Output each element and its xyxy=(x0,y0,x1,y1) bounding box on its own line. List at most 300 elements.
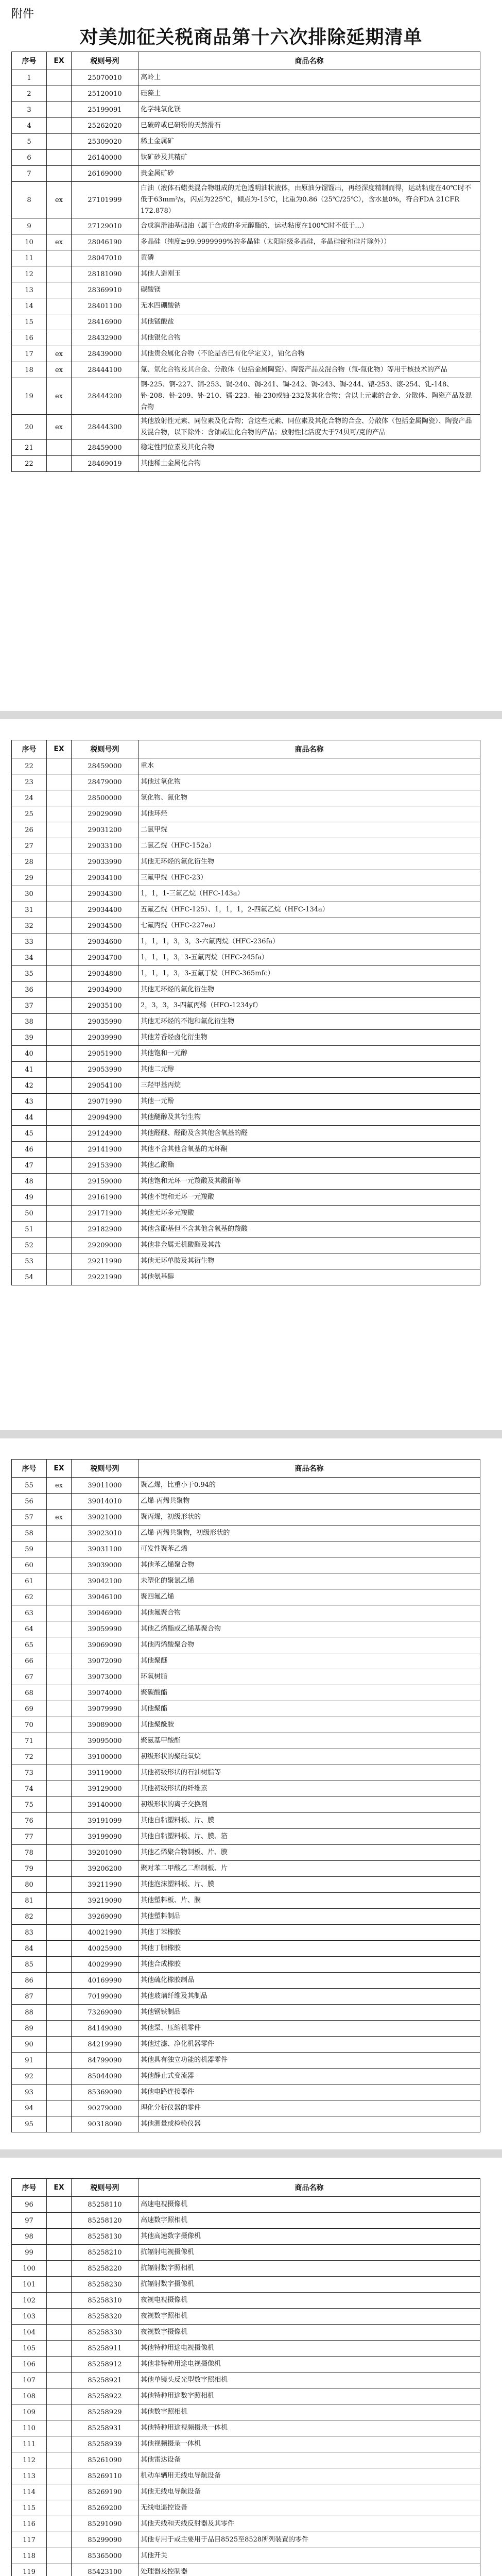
table-header-3 xyxy=(12,1460,480,1478)
document-title: 对美加征关税商品第十六次排除延期清单 xyxy=(79,27,423,48)
table-row xyxy=(12,1829,480,1845)
row-tariff-code: 25120010 xyxy=(72,86,139,102)
row-tariff-code: 39119000 xyxy=(72,1765,139,1781)
header-code: 税则号列 xyxy=(72,740,139,758)
row-product-name: 其他开关 xyxy=(139,2548,480,2564)
row-ex-flag xyxy=(47,1861,72,1877)
row-ex-flag xyxy=(47,1094,72,1110)
row-tariff-code: 39201090 xyxy=(72,1845,139,1861)
row-tariff-code: 28046190 xyxy=(72,234,139,250)
row-product-name: 其他视频摄录一体机 xyxy=(139,2436,480,2452)
row-product-name: 乙烯-丙烯共聚物，初级形状的 xyxy=(139,1526,480,1541)
row-ex-flag xyxy=(47,1142,72,1158)
row-number: 1 xyxy=(12,70,47,86)
row-number: 110 xyxy=(12,2420,47,2436)
table-row xyxy=(12,1494,480,1510)
row-tariff-code: 27101999 xyxy=(72,182,139,218)
row-ex-flag xyxy=(47,2548,72,2564)
page-gap xyxy=(0,2149,502,2158)
row-tariff-code: 85258110 xyxy=(72,2197,139,2213)
table-row xyxy=(12,1637,480,1653)
table-row xyxy=(12,1925,480,1941)
table-row xyxy=(12,1158,480,1174)
row-tariff-code: 28500000 xyxy=(72,790,139,806)
row-number: 22 xyxy=(12,758,47,774)
row-number: 41 xyxy=(12,1062,47,1078)
row-ex-flag xyxy=(47,2309,72,2325)
row-product-name: 五氟乙烷（HFC-125）、1，1，1，2-四氟乙烷（HFC-134a） xyxy=(139,902,480,918)
row-tariff-code: 85258912 xyxy=(72,2357,139,2372)
row-tariff-code: 39021000 xyxy=(72,1510,139,1526)
row-number: 79 xyxy=(12,1861,47,1877)
row-product-name: 其他放射性元素、同位素及化合物；含这些元素、同位素及其化合物的合金、分散体（包括金属陶瓷）、陶瓷产品及混合物，以下除外：含铀或钍化合物的产品；放射性比活度大于74贝可/克的产品 xyxy=(139,415,480,440)
row-product-name: 三氟甲烷（HFC-23） xyxy=(139,870,480,886)
row-product-name: 合成润滑油基础油（属于合成的多元醇酯的，运动粘度在100℃时不低于...） xyxy=(139,218,480,234)
table-row xyxy=(12,182,480,218)
table-body-2 xyxy=(12,758,480,1285)
row-product-name: 其他自粘塑料板、片、膜、箔 xyxy=(139,1829,480,1845)
table-row xyxy=(12,790,480,806)
row-product-name: 黄磷 xyxy=(139,250,480,266)
row-ex-flag: ex xyxy=(47,362,72,378)
row-number: 25 xyxy=(12,806,47,822)
row-tariff-code: 29035990 xyxy=(72,1014,139,1030)
row-tariff-code: 29033990 xyxy=(72,854,139,870)
row-ex-flag xyxy=(47,1573,72,1589)
row-number: 58 xyxy=(12,1526,47,1541)
row-number: 65 xyxy=(12,1637,47,1653)
header-ex: EX xyxy=(47,740,72,758)
row-tariff-code: 29029090 xyxy=(72,806,139,822)
row-number: 99 xyxy=(12,2245,47,2261)
row-ex-flag xyxy=(47,1078,72,1094)
row-product-name: 其他环烃 xyxy=(139,806,480,822)
table-row xyxy=(12,1797,480,1813)
row-tariff-code: 39011000 xyxy=(72,1478,139,1494)
row-tariff-code: 29221990 xyxy=(72,1269,139,1285)
row-number: 94 xyxy=(12,2100,47,2116)
row-tariff-code: 85369090 xyxy=(72,2084,139,2100)
table-row xyxy=(12,1478,480,1494)
table-row xyxy=(12,1142,480,1158)
table-row xyxy=(12,1030,480,1046)
row-product-name: 1，1，1，3，3-五氟丁烷（HFC-365mfc） xyxy=(139,966,480,982)
table-row xyxy=(12,2548,480,2564)
row-tariff-code: 39031100 xyxy=(72,1541,139,1557)
table-row xyxy=(12,1781,480,1797)
table-row xyxy=(12,1589,480,1605)
row-number: 51 xyxy=(12,1222,47,1238)
row-tariff-code: 28181090 xyxy=(72,266,139,282)
row-product-name: 其他人造刚玉 xyxy=(139,266,480,282)
row-tariff-code: 85299090 xyxy=(72,2532,139,2548)
row-product-name: 其他无环烃的氟化衍生物 xyxy=(139,982,480,998)
row-tariff-code: 85258929 xyxy=(72,2404,139,2420)
row-number: 17 xyxy=(12,346,47,362)
row-ex-flag xyxy=(47,2484,72,2500)
row-tariff-code: 39089000 xyxy=(72,1717,139,1733)
row-tariff-code: 29054100 xyxy=(72,1078,139,1094)
row-ex-flag xyxy=(47,314,72,330)
row-tariff-code: 29034600 xyxy=(72,934,139,950)
row-tariff-code: 39074000 xyxy=(72,1685,139,1701)
row-tariff-code: 29159000 xyxy=(72,1174,139,1190)
row-tariff-code: 90279000 xyxy=(72,2100,139,2116)
row-number: 33 xyxy=(12,934,47,950)
table-row xyxy=(12,1957,480,1973)
row-ex-flag xyxy=(47,2277,72,2293)
row-tariff-code: 40025900 xyxy=(72,1941,139,1957)
row-tariff-code: 70199090 xyxy=(72,1989,139,2005)
row-product-name: 多晶硅（纯度≥99.9999999%的多晶硅（太阳能级多晶硅，多晶硅锭和硅片除外）） xyxy=(139,234,480,250)
row-number: 101 xyxy=(12,2277,47,2293)
row-product-name: 机动车辆用无线电导航设备 xyxy=(139,2468,480,2484)
row-tariff-code: 39072090 xyxy=(72,1653,139,1669)
row-tariff-code: 29034400 xyxy=(72,902,139,918)
table-row xyxy=(12,218,480,234)
row-number: 53 xyxy=(12,1253,47,1269)
row-number: 35 xyxy=(12,966,47,982)
row-number: 19 xyxy=(12,378,47,415)
row-product-name: 其他醚醇及其衍生物 xyxy=(139,1110,480,1126)
row-tariff-code: 85258330 xyxy=(72,2325,139,2341)
row-product-name: 贵金属矿砂 xyxy=(139,166,480,182)
row-ex-flag xyxy=(47,1046,72,1062)
page-2 xyxy=(0,719,502,1430)
row-product-name: 其他泵、压缩机零件 xyxy=(139,2021,480,2037)
row-tariff-code: 29034100 xyxy=(72,870,139,886)
table-body-4 xyxy=(12,2197,480,2576)
row-product-name: 其他醛醚、醛酚及含其他含氧基的醛 xyxy=(139,1126,480,1142)
row-product-name: 其他稀土金属化合物 xyxy=(139,456,480,472)
row-ex-flag xyxy=(47,2021,72,2037)
row-ex-flag xyxy=(47,1062,72,1078)
table-row xyxy=(12,2452,480,2468)
row-ex-flag xyxy=(47,998,72,1014)
row-number: 30 xyxy=(12,886,47,902)
table-row xyxy=(12,1573,480,1589)
row-tariff-code: 29034300 xyxy=(72,886,139,902)
row-ex-flag xyxy=(47,1637,72,1653)
row-tariff-code: 39014010 xyxy=(72,1494,139,1510)
row-tariff-code: 28401100 xyxy=(72,298,139,314)
row-ex-flag xyxy=(47,2468,72,2484)
table-row xyxy=(12,1685,480,1701)
row-product-name: 其他不饱和无环一元羧酸 xyxy=(139,1190,480,1206)
row-tariff-code: 39219090 xyxy=(72,1893,139,1909)
row-ex-flag xyxy=(47,1494,72,1510)
row-product-name: 其他聚酰胺 xyxy=(139,1717,480,1733)
row-tariff-code: 84149090 xyxy=(72,2021,139,2037)
row-number: 84 xyxy=(12,1941,47,1957)
row-ex-flag xyxy=(47,2213,72,2229)
table-row xyxy=(12,2357,480,2372)
table-row xyxy=(12,918,480,934)
row-number: 66 xyxy=(12,1653,47,1669)
row-ex-flag xyxy=(47,1941,72,1957)
table-body-1 xyxy=(12,70,480,472)
row-product-name: 其他贵金属化合物（不论是否已有化学定义），铂化合物 xyxy=(139,346,480,362)
row-number: 9 xyxy=(12,218,47,234)
table-row xyxy=(12,2325,480,2341)
row-number: 108 xyxy=(12,2388,47,2404)
row-number: 45 xyxy=(12,1126,47,1142)
row-tariff-code: 85258939 xyxy=(72,2436,139,2452)
row-tariff-code: 29161900 xyxy=(72,1190,139,1206)
row-ex-flag xyxy=(47,1206,72,1222)
row-number: 57 xyxy=(12,1510,47,1526)
table-row xyxy=(12,1653,480,1669)
row-tariff-code: 85258921 xyxy=(72,2372,139,2388)
row-product-name: 其他合成橡胶 xyxy=(139,1957,480,1973)
row-number: 119 xyxy=(12,2564,47,2576)
row-product-name: 聚丙烯，初级形状的 xyxy=(139,1510,480,1526)
row-number: 48 xyxy=(12,1174,47,1190)
row-number: 113 xyxy=(12,2468,47,2484)
row-tariff-code: 39046900 xyxy=(72,1605,139,1621)
row-number: 8 xyxy=(12,182,47,218)
row-product-name: 其他泡沫塑料板、片、膜 xyxy=(139,1877,480,1893)
row-number: 116 xyxy=(12,2516,47,2532)
table-row xyxy=(12,1861,480,1877)
row-number: 39 xyxy=(12,1030,47,1046)
row-tariff-code: 85258130 xyxy=(72,2229,139,2245)
table-row xyxy=(12,362,480,378)
table-row xyxy=(12,1526,480,1541)
table-row xyxy=(12,86,480,102)
row-number: 97 xyxy=(12,2213,47,2229)
row-tariff-code: 39199090 xyxy=(72,1829,139,1845)
row-product-name: 二氯甲烷 xyxy=(139,822,480,838)
row-number: 105 xyxy=(12,2341,47,2357)
row-product-name: 聚碳酸酯 xyxy=(139,1685,480,1701)
exclusion-table-3 xyxy=(11,1459,480,2132)
row-ex-flag xyxy=(47,934,72,950)
row-number: 114 xyxy=(12,2484,47,2500)
row-number: 115 xyxy=(12,2500,47,2516)
row-tariff-code: 28479000 xyxy=(72,774,139,790)
table-row xyxy=(12,134,480,150)
table-row xyxy=(12,982,480,998)
row-ex-flag xyxy=(47,774,72,790)
row-tariff-code: 25262020 xyxy=(72,118,139,134)
table-row xyxy=(12,1893,480,1909)
row-product-name: 其他聚酯 xyxy=(139,1701,480,1717)
table-row xyxy=(12,1877,480,1893)
row-tariff-code: 29171900 xyxy=(72,1206,139,1222)
table-row xyxy=(12,415,480,440)
row-tariff-code: 85423100 xyxy=(72,2564,139,2576)
header-ex: EX xyxy=(47,2179,72,2197)
table-row xyxy=(12,150,480,166)
row-tariff-code: 29182900 xyxy=(72,1222,139,1238)
table-row xyxy=(12,774,480,790)
table-row xyxy=(12,806,480,822)
row-number: 104 xyxy=(12,2325,47,2341)
table-row xyxy=(12,118,480,134)
row-number: 83 xyxy=(12,1925,47,1941)
row-number: 29 xyxy=(12,870,47,886)
row-ex-flag xyxy=(47,2516,72,2532)
table-row xyxy=(12,1510,480,1526)
row-product-name: 其他塑料板、片、膜 xyxy=(139,1893,480,1909)
row-ex-flag xyxy=(47,950,72,966)
row-tariff-code: 29039990 xyxy=(72,1030,139,1046)
row-number: 38 xyxy=(12,1014,47,1030)
page-4 xyxy=(0,2158,502,2576)
row-product-name: 白油（液体石蜡类混合物组成的无色透明油状液体，由原油分馏馏出，再经深度精制而得，运动粘度在40℃时不低于63mm²/s，闪点为225℃，倾点为-15℃，比重为0.86（25℃/25℃），含水量0%，符合FDA 21CFR 172.878） xyxy=(139,182,480,218)
row-product-name: 其他乙烯聚合物制板、片、膜 xyxy=(139,1845,480,1861)
row-ex-flag xyxy=(47,298,72,314)
row-number: 62 xyxy=(12,1589,47,1605)
row-ex-flag xyxy=(47,1877,72,1893)
row-ex-flag xyxy=(47,1557,72,1573)
row-ex-flag xyxy=(47,1797,72,1813)
row-ex-flag: ex xyxy=(47,1478,72,1494)
row-product-name: 化学纯氧化镁 xyxy=(139,102,480,118)
row-product-name: 其他静止式变流器 xyxy=(139,2069,480,2084)
table-row xyxy=(12,2053,480,2069)
table-row xyxy=(12,2084,480,2100)
row-number: 67 xyxy=(12,1669,47,1685)
row-tariff-code: 85258230 xyxy=(72,2277,139,2293)
table-row xyxy=(12,838,480,854)
row-ex-flag xyxy=(47,1158,72,1174)
row-ex-flag xyxy=(47,440,72,456)
row-number: 37 xyxy=(12,998,47,1014)
row-number: 98 xyxy=(12,2229,47,2245)
row-number: 14 xyxy=(12,298,47,314)
row-product-name: 钛矿砂及其精矿 xyxy=(139,150,480,166)
header-ex: EX xyxy=(47,1460,72,1478)
row-product-name: 三羟甲基丙烷 xyxy=(139,1078,480,1094)
row-number: 3 xyxy=(12,102,47,118)
row-product-name: 高速电视摄像机 xyxy=(139,2197,480,2213)
row-ex-flag xyxy=(47,1222,72,1238)
row-ex-flag xyxy=(47,2197,72,2213)
row-number: 64 xyxy=(12,1621,47,1637)
row-tariff-code: 28444200 xyxy=(72,378,139,415)
row-product-name: 初级形状的离子交换剂 xyxy=(139,1797,480,1813)
row-product-name: 其他非特种用途电视摄像机 xyxy=(139,2357,480,2372)
row-tariff-code: 29071990 xyxy=(72,1094,139,1110)
row-number: 73 xyxy=(12,1765,47,1781)
table-row xyxy=(12,1253,480,1269)
row-ex-flag xyxy=(47,1014,72,1030)
row-number: 69 xyxy=(12,1701,47,1717)
table-row xyxy=(12,2005,480,2021)
row-product-name: 其他不含其他含氧基的无环酮 xyxy=(139,1142,480,1158)
row-product-name: 氢化物、氮化物 xyxy=(139,790,480,806)
table-row xyxy=(12,950,480,966)
row-tariff-code: 39095000 xyxy=(72,1733,139,1749)
row-ex-flag xyxy=(47,1653,72,1669)
row-product-name: 其他饱和无环一元羧酸及其酸酐等 xyxy=(139,1174,480,1190)
row-tariff-code: 29051900 xyxy=(72,1046,139,1062)
row-tariff-code: 29034900 xyxy=(72,982,139,998)
row-ex-flag xyxy=(47,966,72,982)
row-ex-flag xyxy=(47,758,72,774)
row-product-name: 稳定性同位素及其化合物 xyxy=(139,440,480,456)
row-product-name: 其他特种用途视频摄录一体机 xyxy=(139,2420,480,2436)
row-ex-flag xyxy=(47,1190,72,1206)
table-row xyxy=(12,870,480,886)
row-product-name: 其他硫化橡胶制品 xyxy=(139,1973,480,1989)
table-row xyxy=(12,2388,480,2404)
row-tariff-code: 39046100 xyxy=(72,1589,139,1605)
row-product-name: 其他非金属无机酸酯及其盐 xyxy=(139,1238,480,1253)
row-number: 72 xyxy=(12,1749,47,1765)
table-row xyxy=(12,1557,480,1573)
row-number: 44 xyxy=(12,1110,47,1126)
table-row xyxy=(12,854,480,870)
row-number: 61 xyxy=(12,1573,47,1589)
table-row xyxy=(12,2500,480,2516)
row-tariff-code: 29094900 xyxy=(72,1110,139,1126)
header-ex: EX xyxy=(47,52,72,70)
row-product-name: 1，1，1，3，3-五氟丙烷（HFC-245fa） xyxy=(139,950,480,966)
row-ex-flag xyxy=(47,1110,72,1126)
row-number: 107 xyxy=(12,2372,47,2388)
row-tariff-code: 29035100 xyxy=(72,998,139,1014)
header-name: 商品名称 xyxy=(139,740,480,758)
row-ex-flag: ex xyxy=(47,1510,72,1526)
row-product-name: 其他玻璃纤维及其制品 xyxy=(139,1989,480,2005)
row-ex-flag xyxy=(47,822,72,838)
row-product-name: 其他丁腈橡胶 xyxy=(139,1941,480,1957)
row-product-name: 聚氨基甲酸酯 xyxy=(139,1733,480,1749)
row-tariff-code: 39023010 xyxy=(72,1526,139,1541)
row-number: 118 xyxy=(12,2548,47,2564)
row-product-name: 其他氟聚合物 xyxy=(139,1605,480,1621)
row-number: 63 xyxy=(12,1605,47,1621)
row-tariff-code: 29211990 xyxy=(72,1253,139,1269)
row-product-name: 其他专用于或主要用于品目8525至8528所列装置的零件 xyxy=(139,2532,480,2548)
table-row xyxy=(12,70,480,86)
row-tariff-code: 25309020 xyxy=(72,134,139,150)
row-number: 21 xyxy=(12,440,47,456)
row-number: 49 xyxy=(12,1190,47,1206)
table-row xyxy=(12,298,480,314)
row-tariff-code: 39069090 xyxy=(72,1637,139,1653)
row-number: 55 xyxy=(12,1478,47,1494)
table-row xyxy=(12,1541,480,1557)
row-number: 86 xyxy=(12,1973,47,1989)
row-product-name: 氚、氚化合物及其合金、分散体（包括金属陶瓷）、陶瓷产品及混合物（氚-氚化物）等用于核技术的产品 xyxy=(139,362,480,378)
table-row xyxy=(12,314,480,330)
header-code: 税则号列 xyxy=(72,52,139,70)
table-row xyxy=(12,346,480,362)
table-row xyxy=(12,1269,480,1285)
row-number: 102 xyxy=(12,2293,47,2309)
row-number: 7 xyxy=(12,166,47,182)
row-tariff-code: 85258210 xyxy=(72,2245,139,2261)
row-ex-flag xyxy=(47,2229,72,2245)
row-ex-flag xyxy=(47,1669,72,1685)
table-row xyxy=(12,2404,480,2420)
table-row xyxy=(12,2069,480,2084)
row-tariff-code: 85269190 xyxy=(72,2484,139,2500)
row-ex-flag xyxy=(47,330,72,346)
row-product-name: 其他过氧化物 xyxy=(139,774,480,790)
row-ex-flag xyxy=(47,2404,72,2420)
row-number: 11 xyxy=(12,250,47,266)
row-tariff-code: 28416900 xyxy=(72,314,139,330)
row-tariff-code: 85261090 xyxy=(72,2452,139,2468)
table-row xyxy=(12,2436,480,2452)
row-product-name: 其他无环多元羧酸 xyxy=(139,1206,480,1222)
table-row xyxy=(12,440,480,456)
